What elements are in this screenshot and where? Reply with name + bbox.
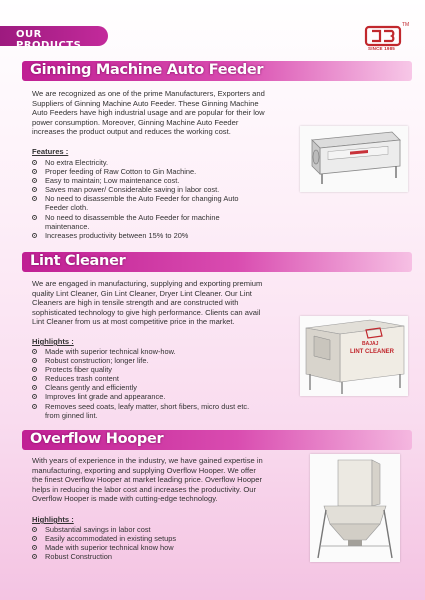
highlights-list	[32, 347, 249, 420]
auto-feeder-description: We are recognized as one of the prime Manufacturers, Exporters and Suppliers of Ginning Machine Auto Feeder. These Ginning Machine Auto Feeders have high industrial usage and are popular for their low power consumption. Moreover, Ginning Machine Auto Feeder increases the product output and reduces the working cost.	[32, 89, 265, 137]
company-logo	[362, 18, 412, 60]
list-item: Protects fiber quality	[32, 365, 249, 374]
list-item: Robust construction; longer life.	[32, 356, 249, 365]
section-title-auto-feeder: Ginning Machine Auto Feeder	[22, 61, 412, 81]
section-header-band	[0, 26, 108, 51]
highlights-heading: Highlights :	[32, 337, 74, 346]
list-item: Improves lint grade and appearance.	[32, 392, 249, 401]
list-item: Removes seed coats, leafy matter, short fibers, micro dust etc. from ginned lint.	[32, 402, 249, 420]
lint-cleaner-description: We are engaged in manufacturing, supplying and exporting premium quality Lint Cleaner, Gin Lint Cleaner, Dryer Lint Cleaner. Our Lint Cleaners are high in tensile strength and are constructed with sophisticated technology to give high performance. Clients can avail Lint Cleaner from us at most competitive price in the market.	[32, 279, 263, 327]
list-item: Increases productivity between 15% to 20%	[32, 231, 239, 240]
list-item: Cleans gently and efficiently	[32, 383, 249, 392]
auto-feeder-image	[300, 126, 408, 192]
section-title-lint-cleaner: Lint Cleaner	[22, 252, 412, 272]
overflow-hooper-description: With years of experience in the industry, we have gained expertise in manufacturing, exporting and supplying Overflow Hooper. We offer the finest Overflow Hooper at market leading price. Overflow Hooper helps in reducing the labor cost and increases the productivity. Our Overflow Hooper is made with cutting-edge technology.	[32, 456, 263, 504]
list-item: No need to disassemble the Auto Feeder for machine maintenance.	[32, 213, 239, 231]
features-heading: Features :	[32, 147, 69, 156]
features-list	[32, 158, 239, 240]
list-item: Reduces trash content	[32, 374, 249, 383]
highlights-list	[32, 525, 176, 561]
lint-cleaner-image	[300, 316, 408, 396]
list-item: Substantial savings in labor cost	[32, 525, 176, 534]
list-item: Made with superior technical know-how.	[32, 347, 249, 356]
svg-text:BAJAJ: BAJAJ	[362, 341, 379, 347]
list-item: Saves man power/ Considerable saving in labor cost.	[32, 185, 239, 194]
bajaj-logo-icon	[362, 18, 412, 60]
highlights-heading: Highlights :	[32, 515, 74, 524]
section-title-overflow-hooper: Overflow Hooper	[22, 430, 412, 450]
list-item: Made with superior technical know how	[32, 543, 176, 552]
header-title: OUR PRODUCTS	[16, 29, 82, 51]
list-item: No need to disassemble the Auto Feeder for changing Auto Feeder cloth.	[32, 194, 239, 212]
list-item: Proper feeding of Raw Cotton to Gin Machine.	[32, 167, 239, 176]
list-item: Robust Construction	[32, 552, 176, 561]
list-item: Easily accommodated in existing setups	[32, 534, 176, 543]
tm-mark: TM	[402, 22, 410, 28]
overflow-hooper-image	[310, 454, 400, 562]
logo-since: SINCE 1985	[368, 46, 396, 51]
list-item: No extra Electricity.	[32, 158, 239, 167]
list-item: Easy to maintain; Low maintenance cost.	[32, 176, 239, 185]
svg-text:LINT CLEANER: LINT CLEANER	[350, 349, 394, 355]
